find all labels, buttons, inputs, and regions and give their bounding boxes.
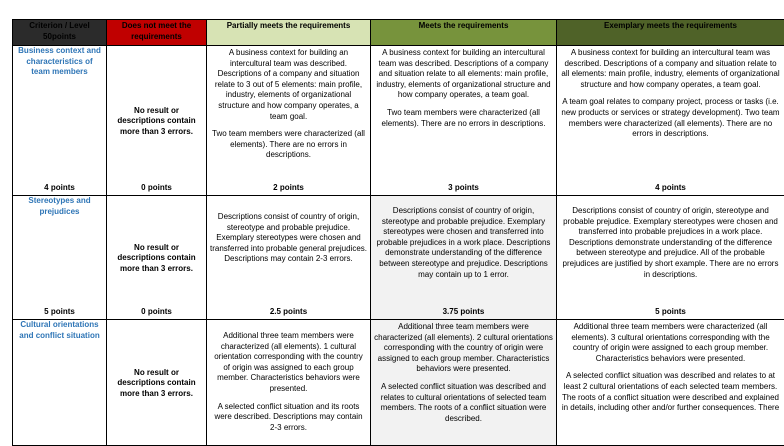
level-cell — [207, 46, 371, 196]
level-cell — [557, 196, 784, 320]
header-level-2 — [371, 20, 557, 46]
cell-points: 3.75 points — [371, 307, 556, 318]
criterion-cell — [13, 196, 107, 320]
level-cell — [371, 196, 557, 320]
header-criterion-label: Criterion / Level 50points — [13, 20, 106, 42]
level-cell — [107, 196, 207, 320]
rubric-table — [12, 19, 784, 446]
header-level-3 — [557, 20, 784, 46]
header-level-label: Meets the requirements — [371, 20, 556, 32]
cell-text: A selected conflict situation was described and relates to cultural orientations of selected team members. The roots of a conflict situation were described. — [374, 382, 553, 424]
cell-points: 2.5 points — [207, 307, 370, 318]
criterion-cell — [13, 46, 107, 196]
header-level-0 — [107, 20, 207, 46]
level-cell — [207, 196, 371, 320]
cell-text: Additional three team members were characterized (all elements). 1 cultural orientation corresponding with the country of origin was assigned to each group member. Characteristics behaviors were presented. — [210, 331, 367, 395]
table-row — [13, 320, 784, 446]
cell-points: 5 points — [557, 307, 784, 318]
level-cell — [557, 46, 784, 196]
cell-text: A selected conflict situation and its roots were described. Descriptions may contain 2-3 errors. — [210, 402, 367, 434]
cell-text: Additional three team members were characterized (all elements). 3 cultural orientations corresponding with the country of origin were assigned to each group member. Characteristics behaviors were presented. — [560, 322, 781, 364]
cell-points: 4 points — [557, 183, 784, 194]
criterion-points: 5 points — [13, 307, 106, 318]
cell-text: Two team members were characterized (all elements). There are no errors in descriptions. — [210, 129, 367, 161]
cell-text: Descriptions consist of country of origin, stereotype and probable prejudice. Exemplary stereotypes were chosen and transferred into probable general prejudices. Descriptions may contain 2-3 errors. — [210, 212, 367, 265]
criterion-name: Business context and characteristics of team members — [13, 46, 106, 78]
cell-points: 0 points — [107, 307, 206, 318]
header-level-label: Does not meet the requirements — [107, 20, 206, 42]
header-level-1 — [207, 20, 371, 46]
level-cell — [107, 46, 207, 196]
criterion-cell — [13, 320, 107, 446]
level-cell — [207, 320, 371, 446]
cell-points: 0 points — [107, 183, 206, 194]
header-level-label: Exemplary meets the requirements — [557, 20, 784, 32]
cell-points: 3 points — [371, 183, 556, 194]
cell-text: A selected conflict situation was described and relates to at least 2 cultural orientations of each selected team members. The roots of a conflict situation were described and explained in details, including other and/or further consequences. There — [560, 371, 781, 413]
header-level-label: Partially meets the requirements — [207, 20, 370, 32]
cell-text: Two team members were characterized (all elements). There are no errors in descriptions. — [374, 108, 553, 129]
cell-text: Descriptions consist of country of origin, stereotype and probable prejudice. Exemplary stereotypes were chosen and transferred into probable prejudices in a work place. Descriptions demonstrate understanding of the difference between stereotype and prejudice. All of the probable prejudices are justified by short example. There are no errors in descriptions. — [560, 206, 781, 280]
cell-text: A business context for building an intercultural team was described. Descriptions of a company and situation relate to all elements: main profile, industry, elements of organizational structure and how company operates, a team goal. — [374, 48, 553, 101]
criterion-points: 4 points — [13, 183, 106, 194]
cell-text: No result or descriptions contain more than 3 errors. — [117, 243, 195, 273]
cell-text: Additional three team members were characterized (all elements). 2 cultural orientations corresponding with the country of origin were assigned to each group member. Characteristics behaviors were presented. — [374, 322, 553, 375]
cell-text: No result or descriptions contain more than 3 errors. — [117, 106, 195, 136]
table-row — [13, 196, 784, 320]
cell-text: No result or descriptions contain more than 3 errors. — [117, 368, 195, 398]
level-cell — [557, 320, 784, 446]
cell-text: A business context for building an intercultural team was described. Descriptions of a company and situation relate to 3 out of 5 elements: main profile, industry, elements of organizational structure and how company operates, a team goal. — [210, 48, 367, 122]
header-row — [13, 20, 784, 46]
level-cell — [371, 46, 557, 196]
criterion-name: Stereotypes and prejudices — [13, 196, 106, 217]
header-criterion — [13, 20, 107, 46]
cell-points: 2 points — [207, 183, 370, 194]
criterion-name: Cultural orientations and conflict situation — [13, 320, 106, 341]
cell-text: A team goal relates to company project, process or tasks (i.e. new products or services or strategy development). Two team members were characterized (all elements). There are no errors in descriptions. — [560, 97, 781, 139]
level-cell — [107, 320, 207, 446]
level-cell — [371, 320, 557, 446]
cell-text: Descriptions consist of country of origin, stereotype and probable prejudice. Exemplary stereotypes were chosen and transferred into probable prejudices in a work place. Descriptions demonstrate understanding of the difference between stereotype and prejudice. Descriptions may contain up to 1 error. — [374, 206, 553, 280]
cell-text: A business context for building an intercultural team was described. Descriptions of a company and situation relate to all elements: main profile, industry, elements of organizational structure and how company operates, a team goal. — [560, 48, 781, 90]
table-row — [13, 46, 784, 196]
